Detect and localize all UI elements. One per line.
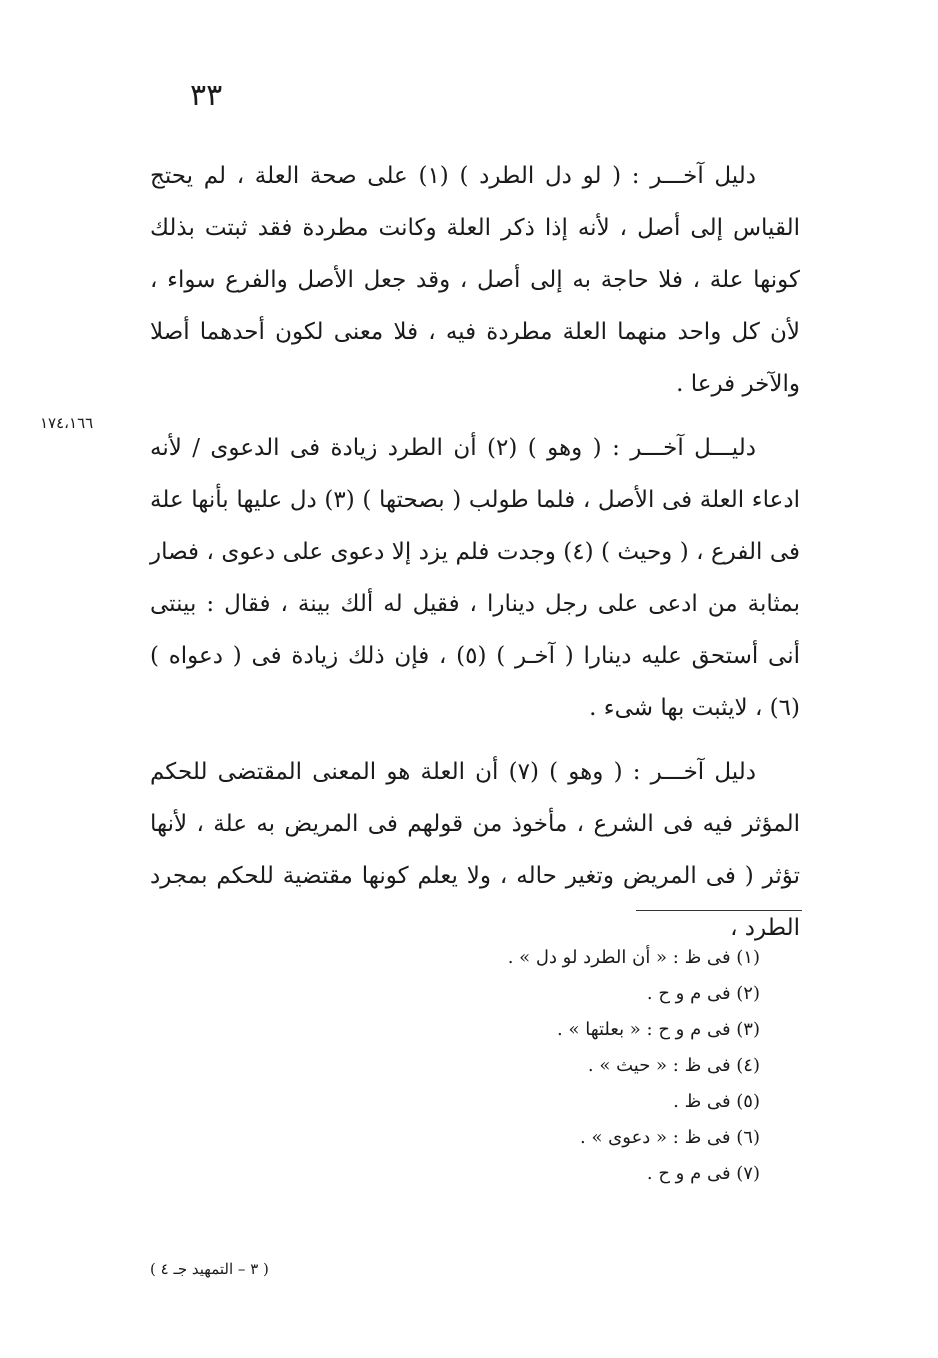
page-number: ٣٣ bbox=[190, 78, 223, 113]
paragraph: دليل آخـــر : ( لو دل الطرد ) (١) على صحة العلة ، لم يحتج القياس إلى أصل ، لأنه إذا ذكر العلة وكانت مطردة فقد ثبتت بذلك كونها علة ، فلا حاجة به إلى أصل ، وقد جعل الأصل والفرع سواء ، لأن كل واحد منهما العلة مطردة فيه ، فلا معنى لكون أحدهما أصلا والآخر فرعا . bbox=[150, 163, 800, 397]
footnote: (٧) فى م و ح . bbox=[646, 1163, 760, 1184]
paragraph: دليل آخـــر : ( وهو ) (٧) أن العلة هو المعنى المقتضى للحكم المؤثر فيه فى الشرع ، مأخوذ من قولهم فى المريض به علة ، لأنها تؤثر ( فى المريض وتغير حاله ، ولا يعلم كونها مقتضية للحكم بمجرد الطرد ، bbox=[150, 759, 800, 941]
footnote: (١) فى ظ : « أن الطرد لو دل » . bbox=[507, 947, 760, 968]
footnote: (٢) فى م و ح . bbox=[646, 983, 760, 1004]
signature-mark: ( ٣ – التمهيد جـ ٤ ) bbox=[150, 1260, 269, 1278]
footnote: (٤) فى ظ : « حيث » . bbox=[587, 1055, 760, 1076]
marginal-reference: ١٧٤،١٦٦ bbox=[40, 414, 94, 432]
paragraph: دليـــل آخـــر : ( وهو ) (٢) أن الطرد زيادة فى الدعوى / لأنه ادعاء العلة فى الأصل ، فلما طولب ( بصحتها ) (٣) دل عليها بأنها علة فى الفرع ، ( وحيث ) (٤) وجدت فلم يزد إلا دعوى على دعوى ، فصار بمثابة من ادعى على رجل دينارا ، فقيل له ألك بينة ، فقال : بينتى أنى أستحق عليه دينارا ( آخـر ) (٥) ، فإن ذلك زيادة فى ( دعواه ) (٦) ، لايثبت بها شىء . bbox=[150, 435, 800, 721]
footnote: (٥) فى ظ . bbox=[673, 1091, 760, 1112]
main-text bbox=[150, 150, 800, 966]
footnote: (٣) فى م و ح : « بعلتها » . bbox=[557, 1019, 760, 1040]
footnote: (٦) فى ظ : « دعوى » . bbox=[580, 1127, 760, 1148]
footnotes-list bbox=[400, 940, 760, 1192]
footnote-divider bbox=[636, 910, 802, 911]
